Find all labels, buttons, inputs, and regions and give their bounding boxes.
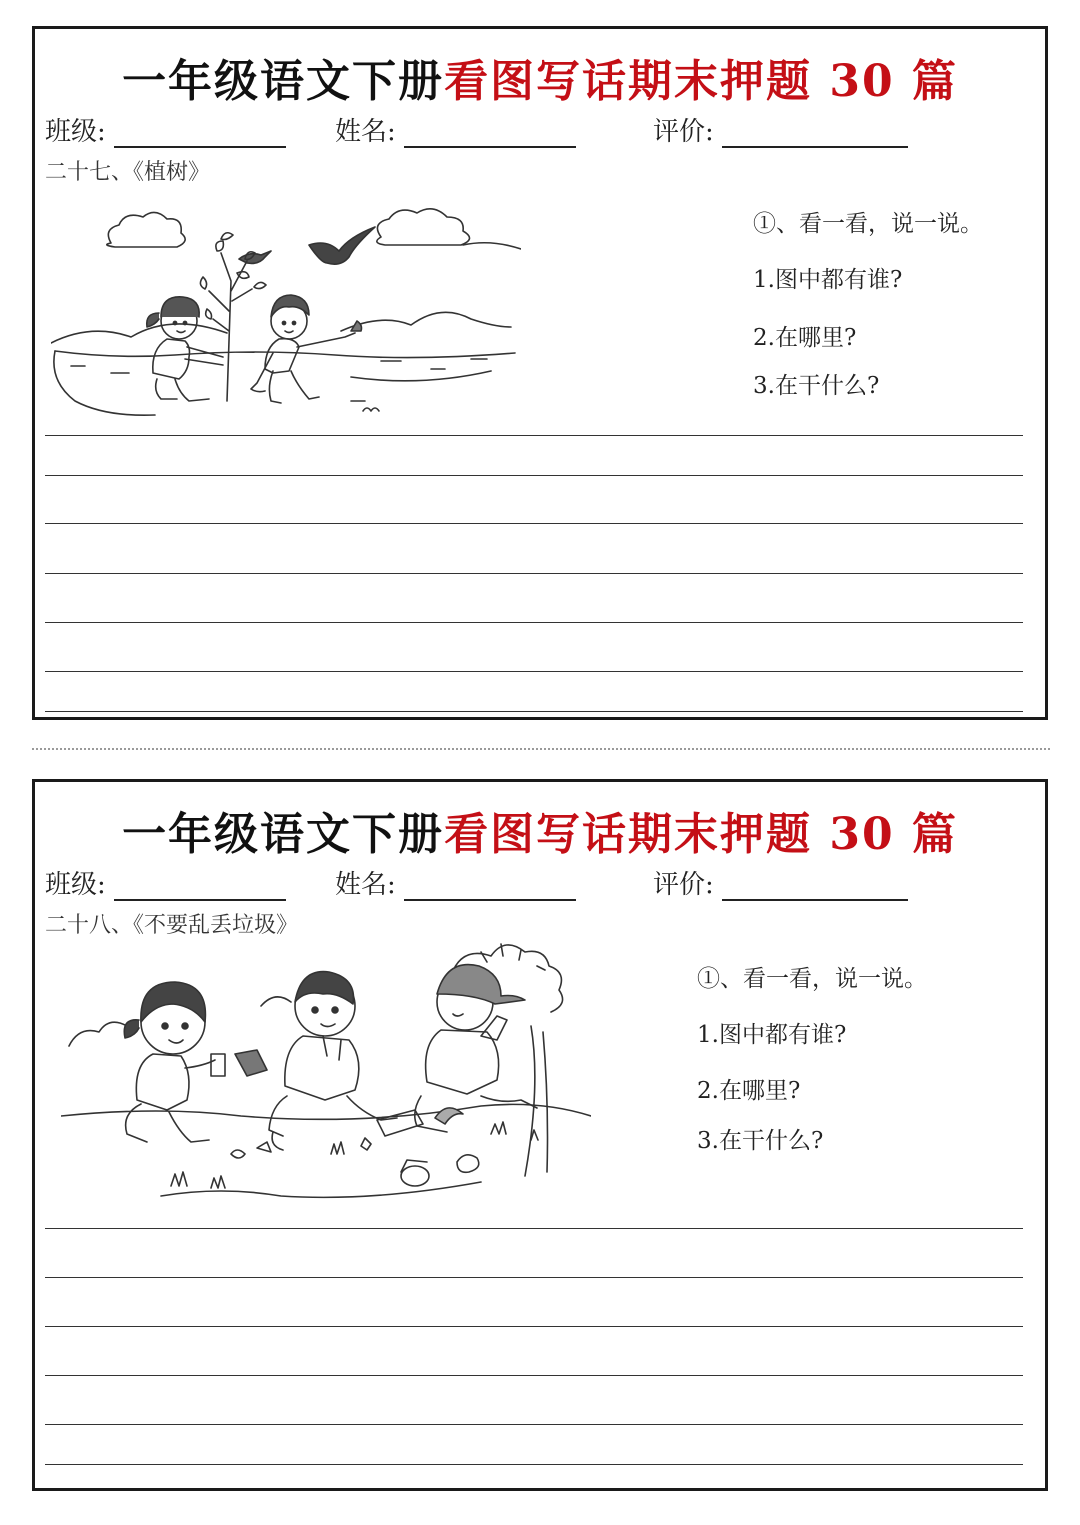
cloud-left: [107, 212, 185, 247]
student-info-row: [45, 864, 1035, 898]
question-who: 1.图中都有谁?: [753, 267, 903, 293]
evaluation-field[interactable]: [653, 111, 908, 148]
class-blank[interactable]: [114, 871, 286, 901]
name-field[interactable]: [335, 864, 576, 901]
name-label: 姓名:: [335, 117, 396, 147]
question-look-and-say: ①、看一看，说一说。: [753, 211, 983, 237]
page-divider: [32, 748, 1050, 750]
class-label: 班级:: [45, 870, 106, 900]
banana-peel: [435, 1108, 463, 1124]
writing-line[interactable]: [45, 1424, 1023, 1425]
evaluation-field[interactable]: [653, 864, 908, 901]
question-where: 2.在哪里?: [697, 1078, 801, 1104]
name-blank[interactable]: [404, 118, 576, 148]
swallow-bird: [309, 227, 375, 264]
lesson-title: 二十七、《植树》: [45, 160, 211, 185]
girl-figure: [147, 297, 223, 401]
writing-line[interactable]: [45, 475, 1023, 476]
class-blank[interactable]: [114, 118, 286, 148]
question-who: 1.图中都有谁?: [697, 1022, 847, 1048]
student-info-row: [45, 111, 1035, 145]
evaluation-blank[interactable]: [722, 871, 908, 901]
class-label: 班级:: [45, 117, 106, 147]
writing-line[interactable]: [45, 711, 1023, 712]
girl-figure: [124, 982, 267, 1142]
title-grade-part: 一年级语文下册: [122, 809, 445, 860]
boy-figure: [251, 295, 362, 403]
evaluation-blank[interactable]: [722, 118, 908, 148]
lesson-title: 二十八、《不要乱丢垃圾》: [45, 913, 299, 938]
worksheet-card-tree-planting: [32, 26, 1048, 720]
name-label: 姓名:: [335, 870, 396, 900]
writing-line[interactable]: [45, 573, 1023, 574]
evaluation-label: 评价:: [653, 117, 714, 147]
question-look-and-say: ①、看一看，说一说。: [697, 966, 927, 992]
paper-litter: [457, 1155, 479, 1172]
name-blank[interactable]: [404, 871, 576, 901]
cloud-right: [377, 209, 470, 245]
worksheet-title: [35, 45, 1045, 109]
title-topic-part: 看图写话期末押题 30 篇: [444, 56, 958, 107]
name-field[interactable]: [335, 111, 576, 148]
young-tree: [209, 253, 252, 401]
writing-line[interactable]: [45, 1277, 1023, 1278]
worksheet-card-no-littering: [32, 779, 1048, 1491]
writing-line[interactable]: [45, 1464, 1023, 1465]
question-what-doing: 3.在干什么?: [697, 1128, 824, 1154]
writing-line[interactable]: [45, 622, 1023, 623]
soda-can: [401, 1166, 429, 1186]
question-where: 2.在哪里?: [753, 325, 857, 351]
class-field[interactable]: [45, 111, 286, 148]
worksheet-title: [35, 798, 1045, 862]
writing-line[interactable]: [45, 671, 1023, 672]
evaluation-label: 评价:: [653, 870, 714, 900]
title-grade-part: 一年级语文下册: [122, 56, 445, 107]
question-what-doing: 3.在干什么?: [753, 373, 880, 399]
writing-line[interactable]: [45, 1375, 1023, 1376]
writing-line[interactable]: [45, 1228, 1023, 1229]
writing-line[interactable]: [45, 435, 1023, 436]
writing-line[interactable]: [45, 523, 1023, 524]
title-topic-part: 看图写话期末押题 30 篇: [444, 809, 958, 860]
class-field[interactable]: [45, 864, 286, 901]
picnic-littering-illustration: [61, 936, 591, 1206]
tree-planting-illustration: [51, 201, 521, 419]
writing-line[interactable]: [45, 1326, 1023, 1327]
tree-trunk: [525, 1026, 548, 1176]
